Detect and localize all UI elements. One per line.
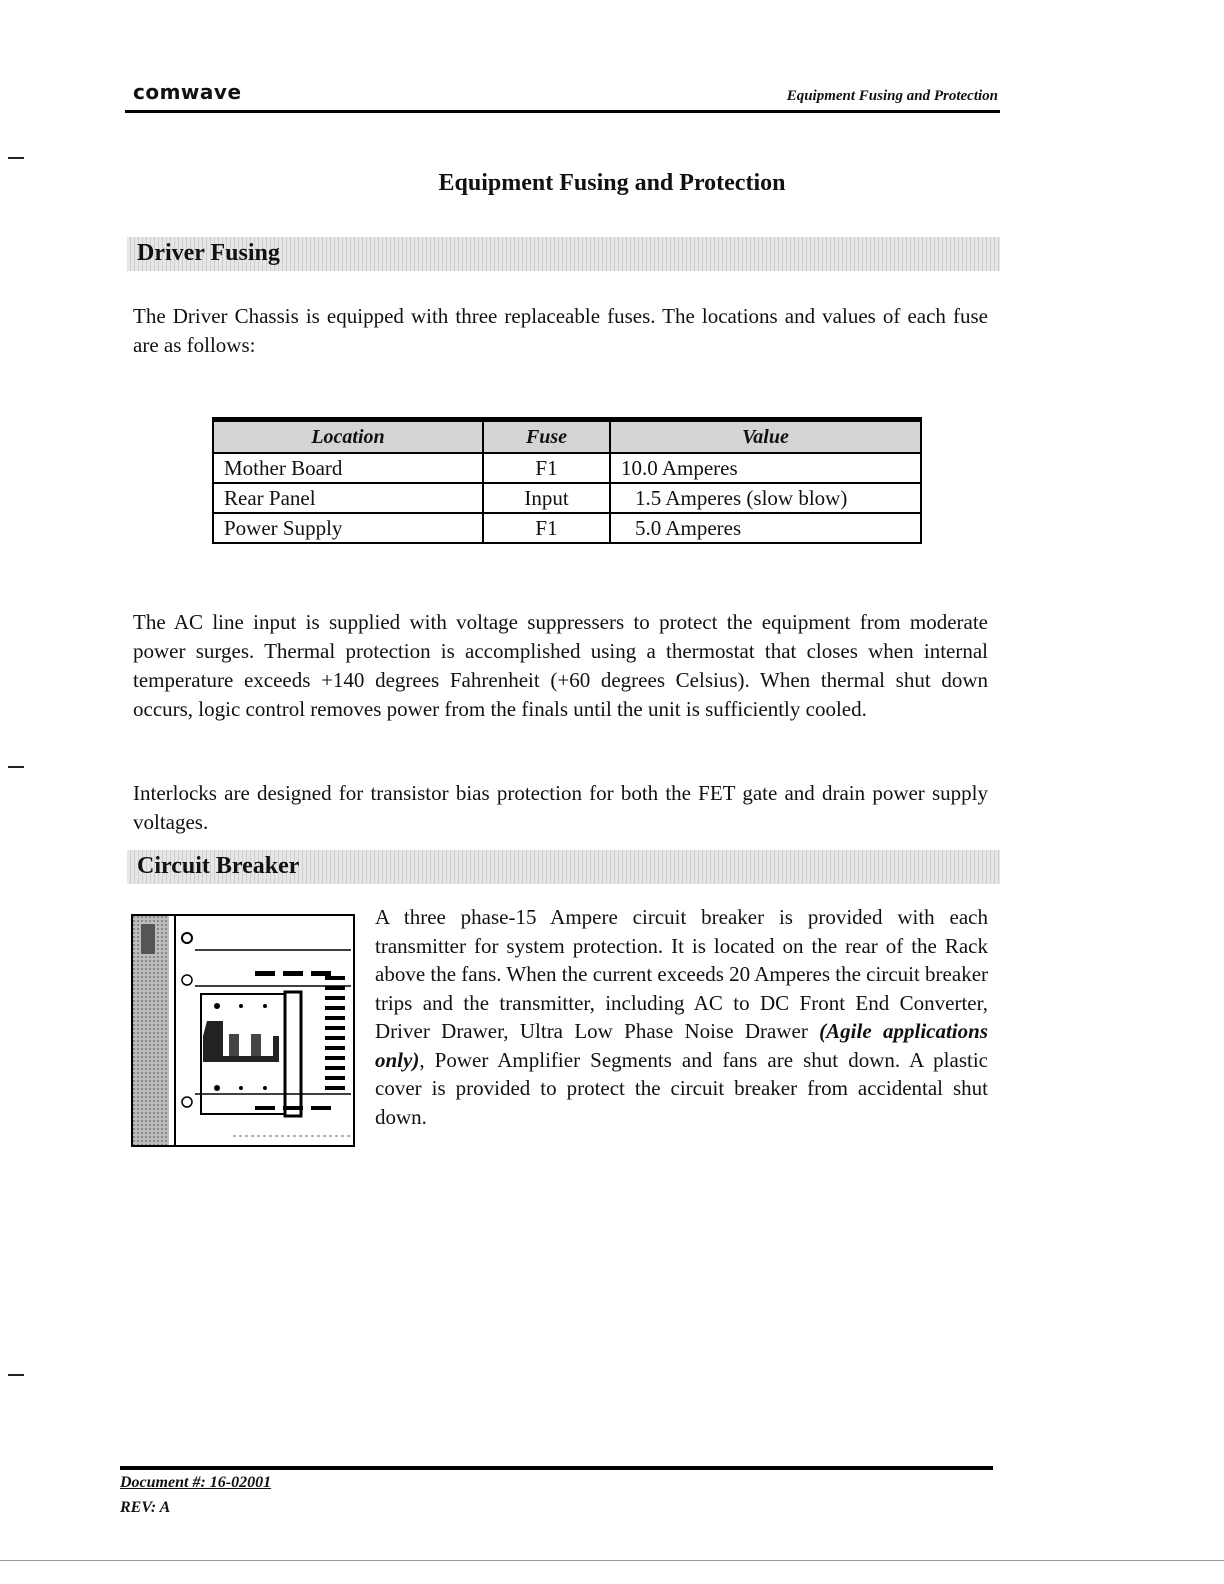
document-number: Document #: 16-02001 — [120, 1474, 272, 1491]
table-row — [213, 453, 921, 483]
column-header-fuse: Fuse — [483, 420, 610, 454]
interlocks-paragraph: Interlocks are designed for transistor bias protection for both the FET gate and drain power supply voltages. — [133, 781, 988, 834]
table-row — [213, 513, 921, 543]
cb-text-emphasis: (Agile applications only) — [375, 1019, 988, 1072]
cb-text-before: A three phase-15 Ampere circuit breaker is provided with each transmitter for system protection. It is located on the rear of the Rack above the fans. When the current exceeds 20 Amperes the circuit breaker trips and the transmitter, including AC to DC Front End Converter, Driver Drawer, Ultra Low Phase Noise Drawer — [375, 905, 989, 1043]
table-row — [213, 483, 921, 513]
column-header-location: Location — [213, 420, 483, 454]
running-header-title: Equipment Fusing and Protection — [786, 88, 998, 104]
table-cell-value: 10.0 Amperes — [610, 453, 921, 483]
table-cell-value: 1.5 Amperes (slow blow) — [610, 483, 921, 513]
table-cell-fuse: Input — [483, 483, 610, 513]
circuit-breaker-paragraph — [375, 903, 988, 1131]
cb-text-after: , Power Amplifier Segments and fans are shut down. A plastic cover is provided to protect the circuit breaker from accidental shut down. — [375, 1047, 988, 1129]
page-title: Equipment Fusing and Protection — [438, 170, 786, 196]
column-header-value: Value — [610, 420, 921, 454]
header-rule — [125, 110, 1000, 113]
table-cell-location: Power Supply — [213, 513, 483, 543]
circuit-breaker-illustration — [131, 914, 355, 1147]
section-heading-text: Driver Fusing — [137, 240, 280, 266]
section-heading-text: Circuit Breaker — [137, 853, 300, 879]
circuit-breaker-icon — [133, 916, 353, 1145]
ac-line-paragraph: The AC line input is supplied with voltage suppressers to protect the equipment from moderate power surges. Thermal protection is accomplished using a thermostat that closes when internal temperature exceeds +140 degrees Fahrenheit (+60 degrees Celsius). When thermal shut down occurs, logic control removes power from the finals until the unit is sufficiently cooled. — [133, 610, 988, 721]
scan-edge-line — [0, 1560, 1224, 1561]
fuse-table — [212, 417, 922, 544]
table-cell-location: Rear Panel — [213, 483, 483, 513]
edge-mark — [8, 766, 24, 768]
section-heading-driver-fusing — [127, 237, 1000, 271]
footer-rule — [120, 1466, 993, 1470]
edge-mark — [8, 157, 24, 159]
revision-label: REV: A — [120, 1499, 171, 1516]
edge-mark — [8, 1374, 24, 1376]
company-logo: comwave — [133, 80, 242, 104]
table-cell-fuse: F1 — [483, 453, 610, 483]
table-cell-fuse: F1 — [483, 513, 610, 543]
section-heading-circuit-breaker — [127, 850, 1000, 884]
table-header-row — [213, 420, 921, 454]
table-cell-value: 5.0 Amperes — [610, 513, 921, 543]
driver-fusing-intro: The Driver Chassis is equipped with three replaceable fuses. The locations and values of each fuse are as follows: — [133, 304, 988, 357]
table-cell-location: Mother Board — [213, 453, 483, 483]
